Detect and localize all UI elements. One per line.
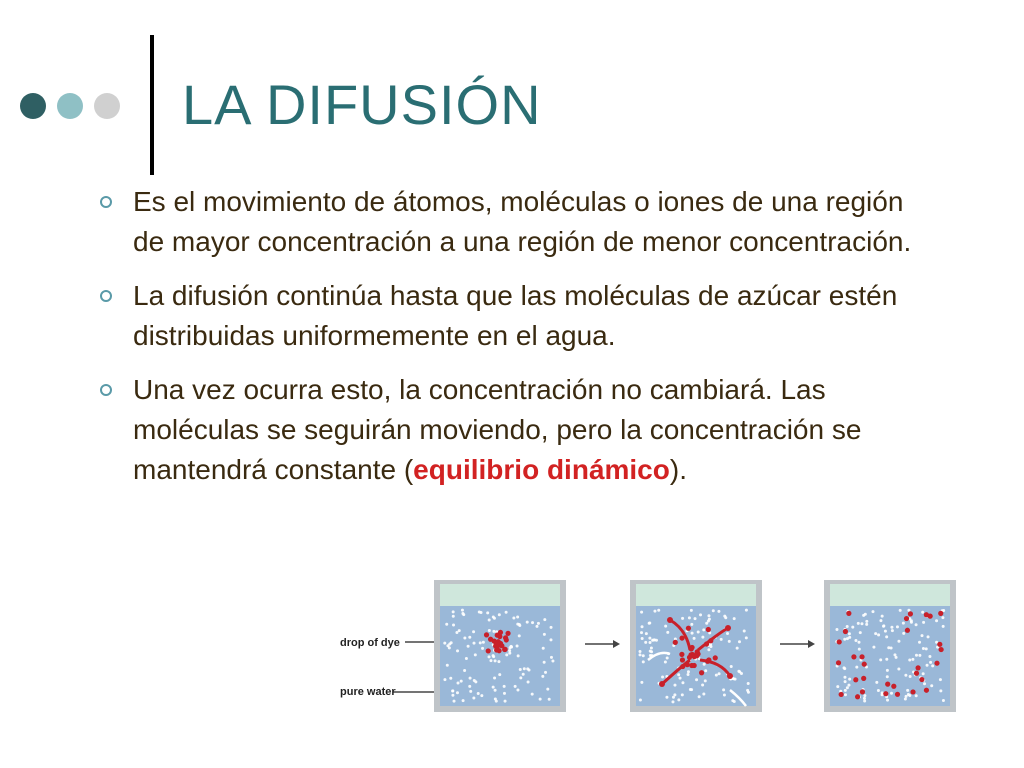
highlighted-term: equilibrio dinámico — [413, 454, 670, 485]
beaker-initial — [434, 580, 566, 712]
arrow-icon — [585, 640, 620, 648]
bullet-item — [100, 276, 940, 356]
bullet-text-part: ). — [669, 454, 687, 485]
label-pure-water: pure water — [340, 686, 396, 698]
bullet-text — [133, 370, 940, 490]
bullet-icon — [100, 384, 112, 396]
bullet-text: Es el movimiento de átomos, moléculas o iones de una región de mayor concentración a una región de menor concentración. — [133, 186, 912, 257]
bullet-item — [100, 182, 940, 262]
bullet-text-part: Una vez ocurra esto, la concentración no cambiará. Las moléculas se seguirán moviendo, pero la concentración se mantendrá constante ( — [133, 374, 862, 485]
bullet-list — [100, 182, 940, 504]
dot-light — [94, 93, 120, 119]
dot-dark — [20, 93, 46, 119]
bullet-icon — [100, 290, 112, 302]
beaker-diffusing — [630, 580, 762, 712]
diffusion-figure — [330, 572, 970, 722]
dot-medium — [57, 93, 83, 119]
label-drop-of-dye: drop of dye — [340, 637, 400, 649]
beaker-equilibrium — [824, 580, 956, 712]
bullet-text: La difusión continúa hasta que las moléculas de azúcar estén distribuidas uniformemente en el agua. — [133, 280, 898, 351]
title-divider — [150, 35, 154, 175]
arrow-icon — [780, 640, 815, 648]
bullet-icon — [100, 196, 112, 208]
slide-title: LA DIFUSIÓN — [182, 73, 542, 136]
bullet-item — [100, 370, 940, 490]
